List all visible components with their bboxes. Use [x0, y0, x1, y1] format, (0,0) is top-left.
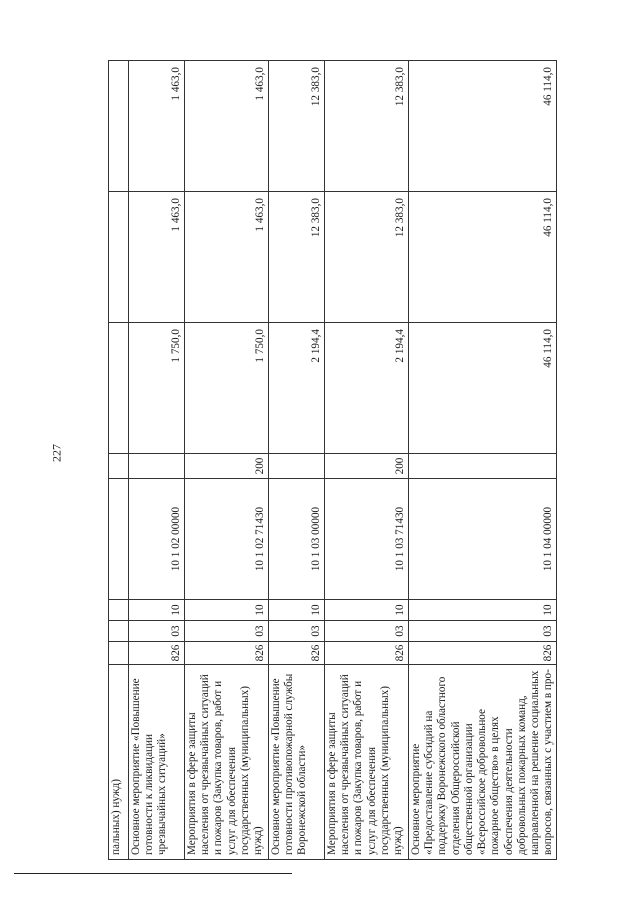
section-code-cell: [109, 621, 129, 642]
budget-table: [108, 60, 557, 860]
expense-type-cell: [109, 454, 129, 479]
target-article-cell: 10 1 03 00000: [269, 479, 325, 600]
subsection-code-cell: [109, 600, 129, 621]
target-article-cell: 10 1 02 71430: [185, 479, 269, 600]
amount-year1-cell: 2 194,4: [269, 323, 325, 454]
expense-type-cell: [269, 454, 325, 479]
amount-year3-cell: 1 463,0: [129, 61, 185, 192]
amount-year1-cell: 2 194,4: [325, 323, 409, 454]
target-article-cell: 10 1 02 00000: [129, 479, 185, 600]
amount-year2-cell: 1 463,0: [129, 192, 185, 323]
section-code-cell: 03: [409, 621, 557, 642]
ministry-code-cell: 826: [325, 642, 409, 665]
table-row: [269, 61, 325, 860]
section-code-cell: 03: [269, 621, 325, 642]
ministry-code-cell: 826: [409, 642, 557, 665]
row-name-cell: пальных) нужд): [109, 665, 129, 860]
table-row: [109, 61, 129, 860]
target-article-cell: 10 1 04 00000: [409, 479, 557, 600]
expense-type-cell: 200: [185, 454, 269, 479]
amount-year1-cell: 46 114,0: [409, 323, 557, 454]
amount-year1-cell: [109, 323, 129, 454]
table-row: [129, 61, 185, 860]
ministry-code-cell: [109, 642, 129, 665]
row-name-cell: Мероприятия в сфере защиты населения от чрезвычайных ситуаций и пожаров (Закупка товаров, работ и услуг для обеспечения государственных (муниципальных) нужд): [325, 665, 409, 860]
amount-year2-cell: [109, 192, 129, 323]
table-row: [409, 61, 557, 860]
amount-year3-cell: [109, 61, 129, 192]
target-article-cell: [109, 479, 129, 600]
amount-year3-cell: 12 383,0: [325, 61, 409, 192]
amount-year2-cell: 12 383,0: [325, 192, 409, 323]
page-number: [48, 438, 66, 468]
amount-year2-cell: 12 383,0: [269, 192, 325, 323]
page-number-text: 227: [49, 444, 64, 462]
row-name-cell: Основное мероприятие «Предоставление субсидий на поддержку Воронежского областного отделения Общероссийской общественной организации «Всероссийское добровольное пожарное общество» в целях обеспечения деятельности добровольных пожарных команд, направленной на решение социальных вопросов, связанных с участием в про-: [409, 665, 557, 860]
ministry-code-cell: 826: [269, 642, 325, 665]
expense-type-cell: [409, 454, 557, 479]
amount-year2-cell: 46 114,0: [409, 192, 557, 323]
budget-table-body: [109, 61, 557, 860]
expense-type-cell: 200: [325, 454, 409, 479]
table-row: [185, 61, 269, 860]
subsection-code-cell: 10: [409, 600, 557, 621]
subsection-code-cell: 10: [325, 600, 409, 621]
expense-type-cell: [129, 454, 185, 479]
subsection-code-cell: 10: [185, 600, 269, 621]
amount-year1-cell: 1 750,0: [129, 323, 185, 454]
section-code-cell: 03: [129, 621, 185, 642]
subsection-code-cell: 10: [129, 600, 185, 621]
section-code-cell: 03: [185, 621, 269, 642]
budget-table-rotated: [108, 60, 555, 860]
row-name-cell: Мероприятия в сфере защиты населения от чрезвычайных ситуаций и пожаров (Закупка товаров, работ и услуг для обеспечения государственных (муниципальных) нужд): [185, 665, 269, 860]
section-code-cell: 03: [325, 621, 409, 642]
table-row: [325, 61, 409, 860]
row-name-cell: Основное мероприятие «Повышение готовности к ликвидации чрезвычайных ситуаций»: [129, 665, 185, 860]
ministry-code-cell: 826: [185, 642, 269, 665]
amount-year2-cell: 1 463,0: [185, 192, 269, 323]
amount-year1-cell: 1 750,0: [185, 323, 269, 454]
target-article-cell: 10 1 03 71430: [325, 479, 409, 600]
row-name-cell: Основное мероприятие «Повышение готовности противопожарной службы Воронежской области»: [269, 665, 325, 860]
amount-year3-cell: 46 114,0: [409, 61, 557, 192]
amount-year3-cell: 12 383,0: [269, 61, 325, 192]
amount-year3-cell: 1 463,0: [185, 61, 269, 192]
ministry-code-cell: 826: [129, 642, 185, 665]
footnote-separator: [14, 873, 292, 874]
subsection-code-cell: 10: [269, 600, 325, 621]
